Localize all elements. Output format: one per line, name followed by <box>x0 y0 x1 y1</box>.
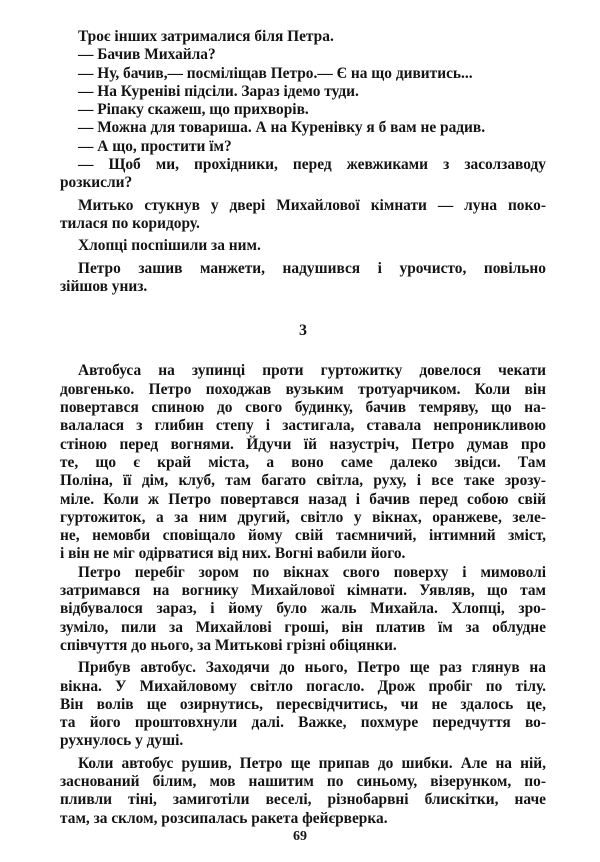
text-line: — Щоб ми, прохідники, перед жевжиками з засолзаводу <box>78 156 546 174</box>
text-line: Автобуса на зупинці проти гуртожитку довелося чекати <box>78 362 546 380</box>
chapter-heading: 3 <box>299 322 307 340</box>
text-line: довгенько. Петро походжав вузьким тротуарчиком. Коли він <box>60 380 546 398</box>
text-line: зійшов униз. <box>60 277 148 295</box>
page-text <box>60 28 546 828</box>
text-line: пливли тіні, замиготіли веселі, різнобарвні блискітки, наче <box>60 791 546 809</box>
text-line: зуміло, пили за Михайлові гроші, він платив їм за облудне <box>60 618 546 636</box>
text-line: стіною перед вогнями. Йдучи їй назустріч, Петро думав про <box>60 435 546 453</box>
text-line: там, за склом, розсипалась ракета фейєрверка. <box>60 809 388 827</box>
text-line: Митько стукнув у двері Михайлової кімнати — луна поко- <box>78 196 546 214</box>
dialogue-line <box>60 101 546 119</box>
text-line: Петро зашив манжети, надушився і урочисто, повільно <box>78 259 546 277</box>
dialogue-line <box>60 119 546 137</box>
narration-paragraph <box>60 237 546 255</box>
text-line: Поліна, її дім, клуб, там багато світла, руху, і все таке зрозу- <box>60 472 546 490</box>
text-line: відбувалося зараз, і йому було жаль Михайла. Хлопці, зро- <box>60 600 546 618</box>
text-line: міле. Коли ж Петро повертався назад і бачив перед собою свій <box>60 490 546 508</box>
dialogue-line <box>60 138 546 156</box>
text-line: Петро перебіг зором по вікнах свого поверху і мимоволі <box>78 563 546 581</box>
text-line: заснований білим, мов нашитим по синьому, візерунком, по- <box>60 772 546 790</box>
text-line: тилася по коридору. <box>60 214 200 232</box>
paragraph <box>60 659 546 750</box>
text-line: — Бачив Михайла? <box>78 46 216 64</box>
paragraph <box>60 755 546 828</box>
page-number: 69 <box>293 829 307 844</box>
text-line: — Ну, бачив,— посміліщав Петро.— Є на що дивитись... <box>78 64 473 82</box>
text-line: Прибув автобус. Заходячи до нього, Петро ще раз глянув на <box>78 659 546 677</box>
dialogue-line <box>60 28 546 46</box>
text-line: та його проштовхнули далі. Важке, похмуре передчуття во- <box>60 714 546 732</box>
text-line: не, немовби сповіщало йому свій таємничий, інтимний зміст, <box>60 527 546 545</box>
text-line: рухнулось у душі. <box>60 732 184 750</box>
paragraph <box>60 564 546 655</box>
text-line: Хлопці поспішили за ним. <box>78 237 261 255</box>
text-line: — Можна для товариша. А на Куренівку я б вам не радив. <box>78 119 486 137</box>
dialogue-line <box>60 46 546 64</box>
narration-paragraph <box>60 260 546 297</box>
narration-paragraph <box>60 197 546 234</box>
paragraph <box>60 362 546 563</box>
text-line: Троє інших затрималися біля Петра. <box>78 28 334 45</box>
text-line: розкисли? <box>60 174 133 192</box>
dialogue-line <box>60 65 546 83</box>
dialogue-block <box>60 28 546 193</box>
text-line: і він не міг одірватися від них. Вогні вабили його. <box>60 545 406 563</box>
text-line: повертався спиною до свого будинку, бачив темряву, що на- <box>60 399 546 417</box>
text-line: гуртожиток, а за ним другий, світло у вікнах, оранжеве, зеле- <box>60 508 546 526</box>
text-line: — А що, простити їм? <box>78 137 232 155</box>
text-line: Коли автобус рушив, Петро ще припав до шибки. Але на ній, <box>78 754 546 772</box>
text-line: — На Куреніві підсіли. Зараз ідемо туди. <box>78 82 359 100</box>
text-line: співчуття до нього, за Митькові грізні обіцянки. <box>60 636 397 654</box>
dialogue-line <box>60 156 546 193</box>
text-line: затримався на вогнику Михайлової кімнати. Уявляв, що там <box>60 582 546 600</box>
text-line: валалася з глибин степу і застигала, ставала непроникливою <box>60 417 546 435</box>
text-line: вікна. У Михайловому світло погасло. Дрож пробіг по тілу. <box>60 677 546 695</box>
text-line: Він волів ще озирнутись, пересвідчитись, чи не здалось це, <box>60 695 546 713</box>
text-line: те, що є край міста, а воно саме далеко звідси. Там <box>60 453 546 471</box>
text-line: — Ріпаку скажеш, що прихворів. <box>78 101 309 119</box>
dialogue-line <box>60 83 546 101</box>
